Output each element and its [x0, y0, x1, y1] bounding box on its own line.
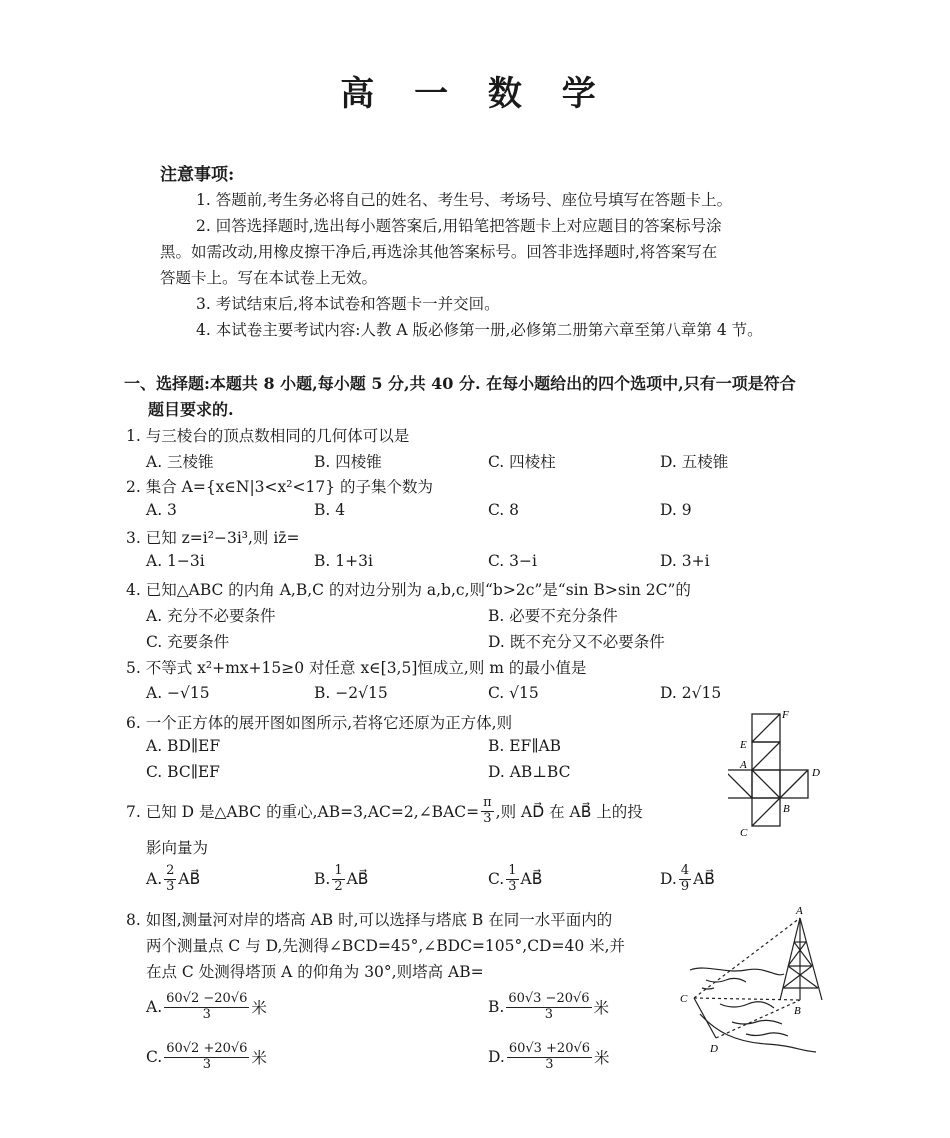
question-stem: 6. 一个正方体的展开图如图所示,若将它还原为正方体,则: [126, 714, 513, 732]
option-a: A. 三棱锥: [146, 453, 214, 471]
option-d: D. $\frac{60√3 +20√6}{3}$ 米: [488, 1041, 610, 1072]
option-d: D. 2√15: [660, 684, 722, 702]
option-c: C. 3−i: [488, 552, 537, 570]
fig6-label-a: A: [740, 759, 747, 771]
question-stem: 5. 不等式 x²+mx+15≥0 对任意 x∈[3,5]恒成立,则 m 的最小值是: [126, 659, 587, 677]
question-stem-cont: 两个测量点 C 与 D,先测得∠BCD=45°,∠BDC=105°,CD=40 米,并: [146, 937, 626, 955]
fig6-label-b: B: [783, 803, 790, 815]
option-c: C. $\frac{60√2 +20√6}{3}$ 米: [146, 1041, 267, 1072]
option-b: B. $\frac{60√3 -20√6}{3}$ 米: [488, 991, 610, 1022]
notice-line: 答题卡上。写在本试卷上无效。: [160, 269, 378, 287]
notice-line: 黑。如需改动,用橡皮擦干净后,再选涂其他答案标号。回答非选择题时,将答案写在: [160, 243, 718, 261]
option-d: D. 9: [660, 501, 692, 519]
option-c: C. √15: [488, 684, 539, 702]
fig8-label-c: C: [680, 993, 688, 1005]
fig8-label-a: A: [796, 905, 803, 917]
option-c: C. BC∥EF: [146, 763, 220, 781]
fraction: $\frac{\pi}{3}$: [483, 795, 492, 826]
option-b: B. EF∥AB: [488, 737, 562, 755]
option-d: D. 既不充分又不必要条件: [488, 633, 665, 651]
question-stem: 2. 集合 A={x∈N|3<x²<17} 的子集个数为: [126, 478, 433, 496]
option-b: B. 四棱锥: [314, 453, 382, 471]
option-c: C. 8: [488, 501, 520, 519]
option-b: B. $\frac{1}{2}$ AB⃗: [314, 863, 369, 894]
question-stem-cont: 在点 C 处测得塔顶 A 的仰角为 30°,则塔高 AB=: [146, 963, 484, 981]
option-b: B. 1+3i: [314, 552, 373, 570]
option-d: D. AB⊥BC: [488, 763, 571, 781]
question-stem-cont: 影向量为: [146, 839, 209, 857]
fig6-label-c: C: [740, 827, 748, 839]
option-a: A. $\frac{60√2 -20√6}{3}$ 米: [146, 991, 267, 1022]
notice-line: 2. 回答选择题时,选出每小题答案后,用铅笔把答题卡上对应题目的答案标号涂: [196, 217, 722, 235]
option-d: D. $\frac{4}{9}$ AB⃗: [660, 863, 715, 894]
option-a: A. 3: [146, 501, 177, 519]
question-stem: 3. 已知 z=i²−3i³,则 iz̄=: [126, 529, 300, 547]
notice-line: 4. 本试卷主要考试内容:人教 A 版必修第一册,必修第二册第六章至第八章第 4 节。: [196, 321, 763, 339]
option-a: A. $\frac{2}{3}$ AB⃗: [146, 863, 201, 894]
cube-net-figure: [728, 704, 828, 844]
fig6-label-d: D: [812, 767, 820, 779]
section-heading-cont: 题目要求的.: [148, 400, 234, 419]
notice-line: 1. 答题前,考生务必将自己的姓名、考生号、考场号、座位号填写在答题卡上。: [196, 191, 733, 209]
fig8-label-b: B: [794, 1005, 801, 1017]
option-c: C. 充要条件: [146, 633, 230, 651]
option-d: D. 3+i: [660, 552, 710, 570]
question-stem: 8. 如图,测量河对岸的塔高 AB 时,可以选择与塔底 B 在同一水平面内的: [126, 911, 613, 929]
notice-line: 3. 考试结束后,将本试卷和答题卡一并交回。: [196, 295, 500, 313]
option-a: A. 1−3i: [146, 552, 205, 570]
option-d: D. 五棱锥: [660, 453, 729, 471]
question-stem: 7. 已知 D 是△ABC 的重心,AB=3,AC=2,∠BAC= $\frac{\pi}{3}$ ,则 AD⃗ 在 AB⃗ 上的投: [126, 795, 643, 826]
option-a: A. BD∥EF: [146, 737, 221, 755]
fig6-label-e: E: [740, 739, 747, 751]
question-stem: 1. 与三棱台的顶点数相同的几何体可以是: [126, 427, 410, 445]
option-b: B. 4: [314, 501, 346, 519]
fig8-label-d: D: [710, 1043, 718, 1055]
option-a: A. −√15: [146, 684, 210, 702]
option-b: B. −2√15: [314, 684, 388, 702]
option-a: A. 充分不必要条件: [146, 607, 276, 625]
tower-river-figure: [676, 904, 826, 1056]
question-stem: 4. 已知△ABC 的内角 A,B,C 的对边分别为 a,b,c,则“b>2c”是“sin B>sin 2C”的: [126, 581, 691, 599]
option-c: C. $\frac{1}{3}$ AB⃗: [488, 863, 543, 894]
fig6-label-f: F: [782, 709, 789, 721]
option-b: B. 必要不充分条件: [488, 607, 618, 625]
option-c: C. 四棱柱: [488, 453, 556, 471]
section-heading: 一、选择题:本题共 8 小题,每小题 5 分,共 40 分. 在每小题给出的四个选项中,只有一项是符合: [124, 374, 796, 393]
notice-heading: 注意事项:: [160, 165, 235, 185]
page-title: 高 一 数 学: [340, 74, 610, 114]
